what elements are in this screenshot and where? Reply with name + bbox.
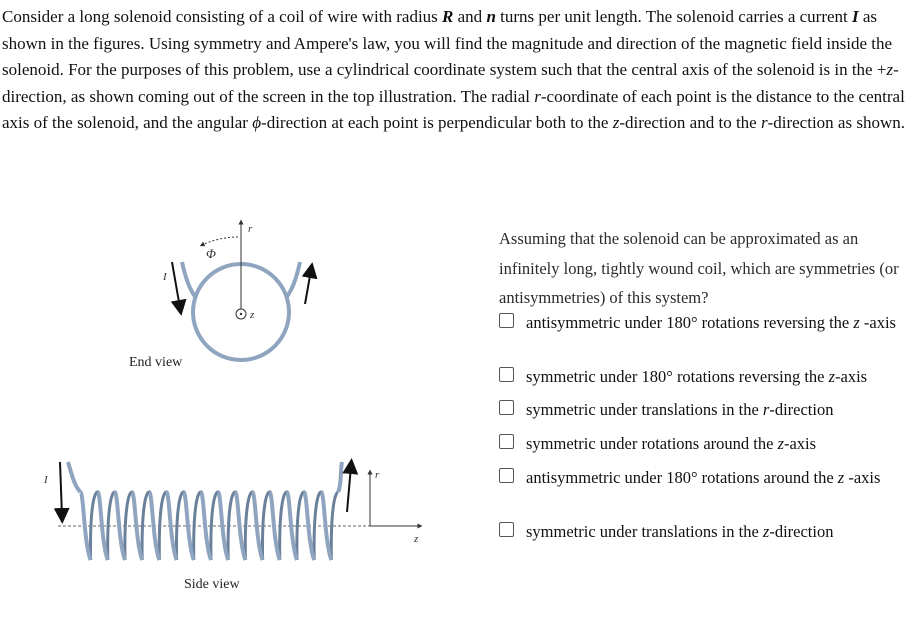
- intro-segment: z: [886, 60, 894, 79]
- z-label-side: z: [414, 533, 419, 545]
- left-lead-wire: [182, 262, 196, 298]
- problem-statement: [2, 4, 918, 137]
- intro-segment: as shown in the figures. Using symmetry and Ampere's law, you will find the magnitude and direction of the magnetic field inside the solenoid. For the purposes of this problem, use a cylindrical coordinate system such that the central axis of the solenoid is in the +: [2, 7, 897, 79]
- intro-segment: turns per unit length. The solenoid carries a current: [495, 7, 853, 26]
- side-view: [43, 462, 420, 592]
- intro-segment: z: [612, 113, 620, 132]
- answer-option[interactable]: [499, 431, 914, 457]
- phi-direction-arc: [202, 237, 238, 245]
- r-label-end: r: [248, 223, 253, 235]
- current-label-end: I: [163, 271, 167, 283]
- question-prompt: Assuming that the solenoid can be approximated as an infinitely long, tightly wound coil, which are symmetries (or antisymmetries) of this system?: [499, 229, 899, 307]
- coil-lead-right: [338, 462, 342, 492]
- option-checkbox[interactable]: [499, 313, 514, 328]
- intro-segment: -direction as shown.: [767, 113, 905, 132]
- current-in-arrow-side: [60, 462, 62, 516]
- option-label: antisymmetric under 180° rotations around the z -axis: [526, 468, 881, 487]
- intro-segment: -direction at each point is perpendicular both to the: [261, 113, 613, 132]
- answer-option[interactable]: [499, 465, 914, 491]
- solenoid-diagram: [0, 200, 470, 620]
- intro-segment: -direction, as shown coming out of the screen in the top illustration. The radial: [2, 60, 899, 106]
- z-out-dot: [240, 313, 242, 315]
- option-label: symmetric under 180° rotations reversing the z-axis: [526, 366, 868, 386]
- option-checkbox[interactable]: [499, 400, 514, 415]
- option-checkbox[interactable]: [499, 468, 514, 483]
- intro-segment: R: [442, 7, 454, 26]
- option-checkbox[interactable]: [499, 367, 514, 382]
- phi-label: Φ: [206, 246, 216, 261]
- option-checkbox[interactable]: [499, 434, 514, 449]
- intro-segment: r: [534, 86, 541, 106]
- current-in-arrow: [172, 262, 180, 308]
- right-lead-wire: [286, 262, 300, 298]
- answer-option[interactable]: [499, 519, 914, 545]
- option-label: symmetric under translations in the r-direction: [526, 400, 834, 419]
- intro-segment: Consider a long solenoid consisting of a coil of wire with radius: [2, 7, 443, 26]
- current-out-arrow-side: [347, 466, 351, 512]
- option-checkbox[interactable]: [499, 522, 514, 537]
- intro-segment: -direction and to the: [619, 113, 761, 132]
- option-label: symmetric under rotations around the z-axis: [526, 434, 817, 453]
- answer-option[interactable]: [499, 310, 914, 336]
- intro-segment: r: [760, 113, 768, 132]
- r-label-side: r: [375, 469, 380, 481]
- side-view-label: Side view: [184, 577, 240, 592]
- coil-lead-left: [68, 462, 80, 492]
- coil-turns: [68, 462, 342, 560]
- intro-segment: ϕ: [252, 113, 262, 132]
- option-label: symmetric under translations in the z-direction: [526, 521, 834, 541]
- intro-segment: -coordinate of each point is the distance to the central axis of the solenoid, and the angular: [2, 86, 910, 132]
- current-out-arrow: [305, 270, 311, 304]
- z-label-end: z: [250, 309, 255, 321]
- answer-option[interactable]: [499, 397, 914, 423]
- intro-segment: I: [852, 7, 859, 26]
- option-label: antisymmetric under 180° rotations reversing the z -axis: [526, 313, 896, 332]
- solenoid-figure: [0, 200, 470, 620]
- end-view: [129, 222, 311, 370]
- intro-segment: and: [453, 7, 487, 26]
- current-label-side: I: [44, 474, 48, 486]
- end-view-label: End view: [129, 355, 183, 370]
- intro-segment: n: [486, 7, 496, 26]
- answer-option[interactable]: [499, 364, 914, 390]
